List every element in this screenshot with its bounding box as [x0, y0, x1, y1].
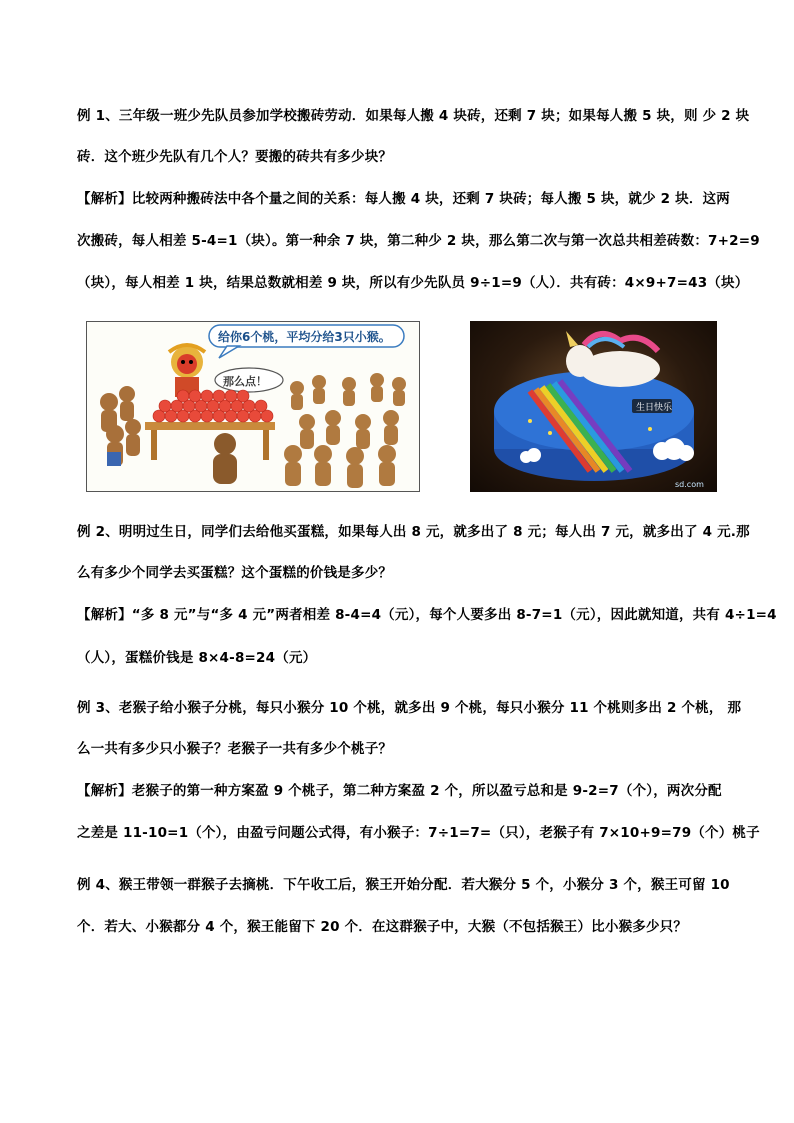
analysis3-line2: 之差是 11-10=1（个），由盈亏问题公式得，有小猴子：7÷1=7=（只），老猴子有 7×10+9=79（个）桃子 — [77, 825, 760, 841]
example1-line2: 砖．这个班少先队有几个人？要搬的砖共有多少块？ — [77, 149, 393, 165]
cake-plaque-text: 生日快乐 — [636, 403, 673, 413]
cake-watermark: sd.com — [675, 480, 704, 489]
example3-line2: 么一共有多少只小猴子？老猴子一共有多少个桃子？ — [77, 741, 393, 757]
analysis3-line1: 【解析】老猴子的第一种方案盈 9 个桃子，第二种方案盈 2 个，所以盈亏总和是 9-2=7（个），两次分配 — [77, 783, 722, 799]
example4-line1: 例 4、猴王带领一群猴子去摘桃．下午收工后，猴王开始分配．若大猴分 5 个，小猴分 3 个，猴王可留 10 — [77, 877, 730, 893]
example3-line1: 例 3、老猴子给小猴子分桃，每只小猴分 10 个桃，就多出 9 个桃，每只小猴分 11 个桃则多出 2 个桃， 那 — [77, 700, 742, 716]
example1-line1: 例 1、三年级一班少先队员参加学校搬砖劳动．如果每人搬 4 块砖，还剩 7 块；如果每人搬 5 块，则 少 2 块 — [77, 108, 750, 124]
analysis2-line1: 【解析】“多 8 元”与“多 4 元”两者相差 8-4=4（元），每个人要多出 8-7=1（元），因此就知道，共有 4÷1=4 — [77, 607, 777, 623]
birthday-cake-photo — [470, 321, 717, 492]
example2-line1: 例 2、明明过生日，同学们去给他买蛋糕，如果每人出 8 元，就多出了 8 元；每人出 7 元，就多出了 4 元.那 — [77, 524, 750, 540]
bubble2-text: 那么点！ — [223, 375, 267, 388]
analysis1-line3: （块），每人相差 1 块，结果总数就相差 9 块，所以有少先队员 9÷1=9（人）．共有砖：4×9+7=43（块） — [77, 275, 749, 291]
analysis2-line2: （人），蛋糕价钱是 8×4-8=24（元） — [77, 650, 317, 666]
example4-line2: 个．若大、小猴都分 4 个，猴王能留下 20 个．在这群猴子中，大猴（不包括猴王）比小猴多少只？ — [77, 919, 688, 935]
analysis1-line2: 次搬砖，每人相差 5-4=1（块）。第一种余 7 块，第二种少 2 块，那么第二次与第一次总共相差砖数：7+2=9 — [77, 233, 760, 249]
analysis1-line1: 【解析】比较两种搬砖法中各个量之间的关系：每人搬 4 块，还剩 7 块砖；每人搬 5 块，就少 2 块．这两 — [77, 191, 730, 207]
example2-line2: 么有多少个同学去买蛋糕？这个蛋糕的价钱是多少？ — [77, 565, 393, 581]
bubble1-text: 给你6个桃，平均分给3只小猴。 — [218, 330, 391, 344]
monkey-peach-illustration — [86, 321, 420, 492]
